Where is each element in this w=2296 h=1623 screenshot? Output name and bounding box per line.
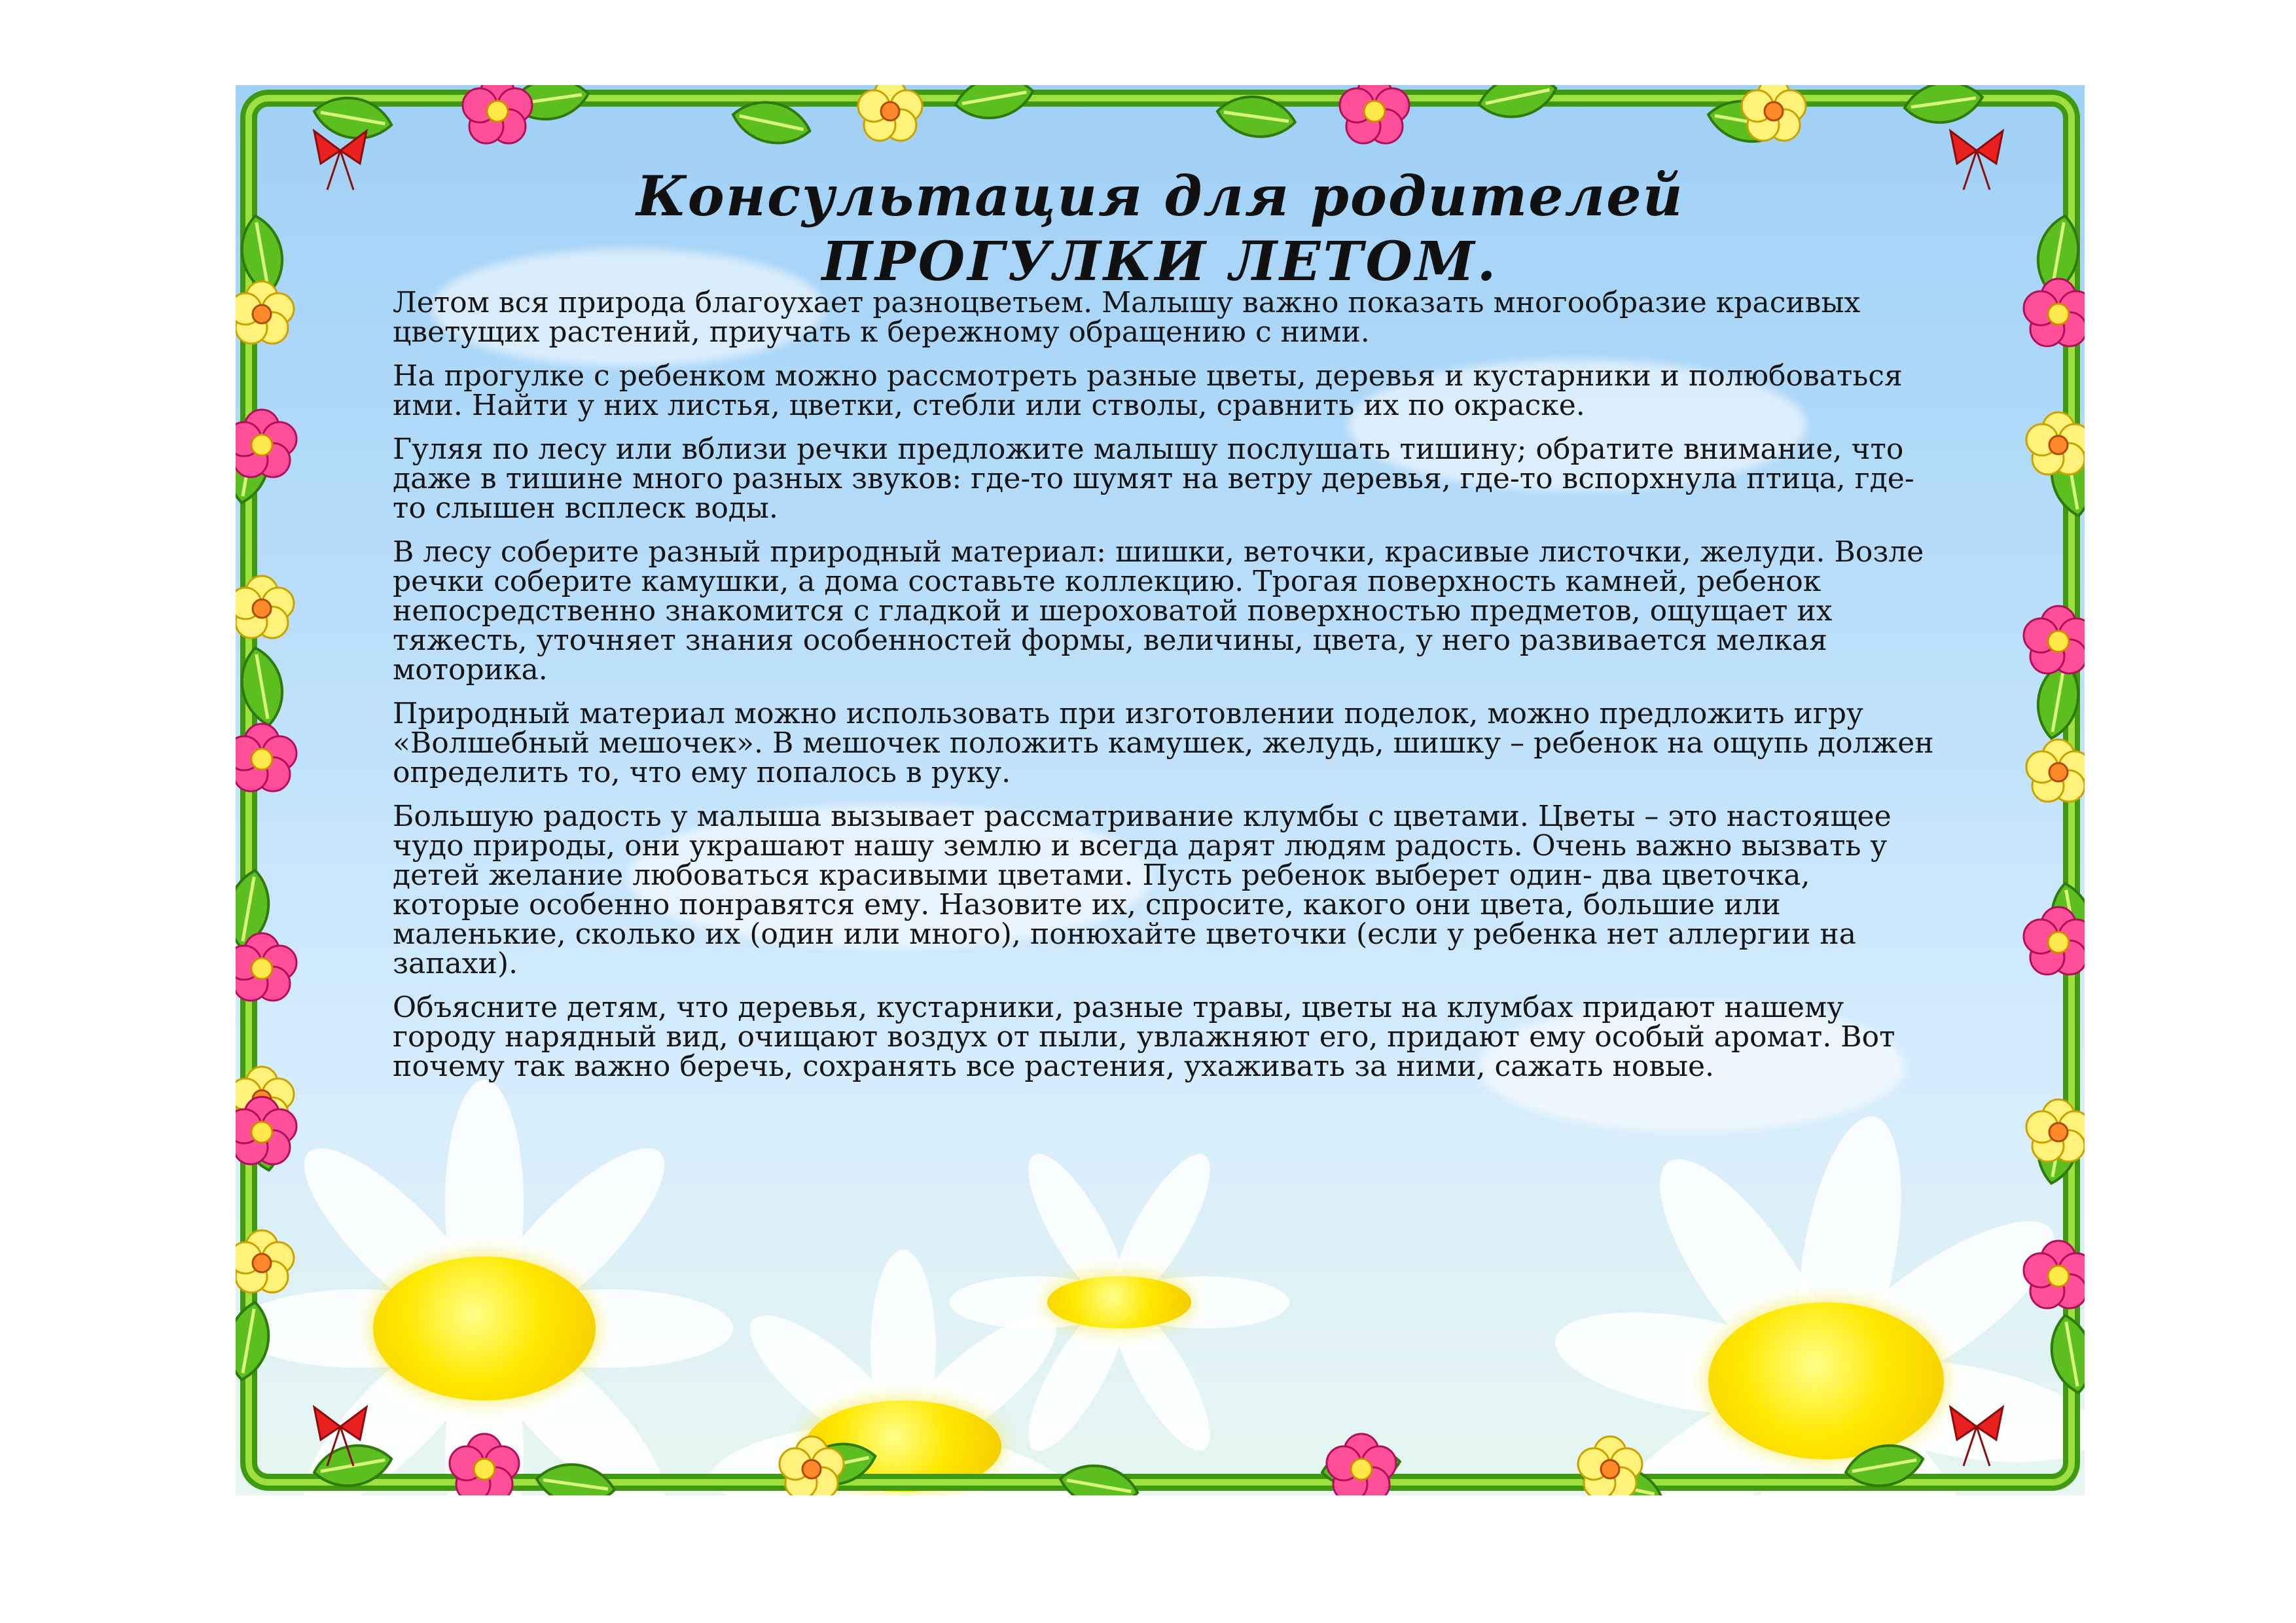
consultation-poster (236, 85, 2085, 1495)
poster-title: Консультация для родителей (636, 164, 1684, 228)
paragraph: В лесу соберите разный природный материал: шишки, веточки, красивые листочки, желуди. Возле речки соберите камушки, а дома составьте коллекцию. Трогая поверхность камней, ребенок непосредственно знакомится с гладкой и шероховатой поверхностью предметов, ощущает их тяжесть, уточняет знания особенностей формы, величины, цвета, у него развивается мелкая моторика. (393, 535, 1924, 687)
paragraph: Большую радость у малыша вызывает рассматривание клумбы с цветами. Цветы – это настоящее чудо природы, они украшают нашу землю и всегда дарят людям радость. Очень важно вызвать у детей желание любоваться красивыми цветами. Пусть ребенок выберет один- два цветочка, которые особенно понравятся ему. Назовите их, спросите, какого они цвета, большие или маленькие, сколько их (один или много), понюхайте цветочки (если у ребенка нет аллергии на запахи). (393, 800, 1892, 980)
paragraph: Гуляя по лесу или вблизи речки предложите малышу послушать тишину; обратите внимание, что даже в тишине много разных звуков: где-то шумят на ветру деревья, где-то вспорхнула птица, где-то слышен всплеск воды. (393, 433, 1914, 525)
poster-text (393, 288, 1944, 1096)
paragraph: Летом вся природа благоухает разноцветьем. Малышу важно показать многообразие красивых цветущих растений, приучать к бережному обращению с ними. (393, 286, 1861, 349)
paragraph: Природный материал можно использовать при изготовлении поделок, можно предложить игру «Волшебный мешочек». В мешочек положить камушек, желудь, шишку – ребенок на ощупь должен определить то, что ему попалось в руку. (393, 697, 1934, 789)
paragraph: На прогулке с ребенком можно рассмотреть разные цветы, деревья и кустарники и полюбоваться ими. Найти у них листья, цветки, стебли или стволы, сравнить их по окраске. (393, 359, 1903, 422)
poster-subtitle: ПРОГУЛКИ ЛЕТОМ. (821, 230, 1499, 293)
paragraph: Объясните детям, что деревья, кустарники, разные травы, цветы на клумбах придают нашему городу нарядный вид, очищают воздух от пыли, увлажняют его, придают ему особый аромат. Вот почему так важно беречь, сохранять все растения, ухаживать за ними, сажать новые. (393, 991, 1895, 1083)
